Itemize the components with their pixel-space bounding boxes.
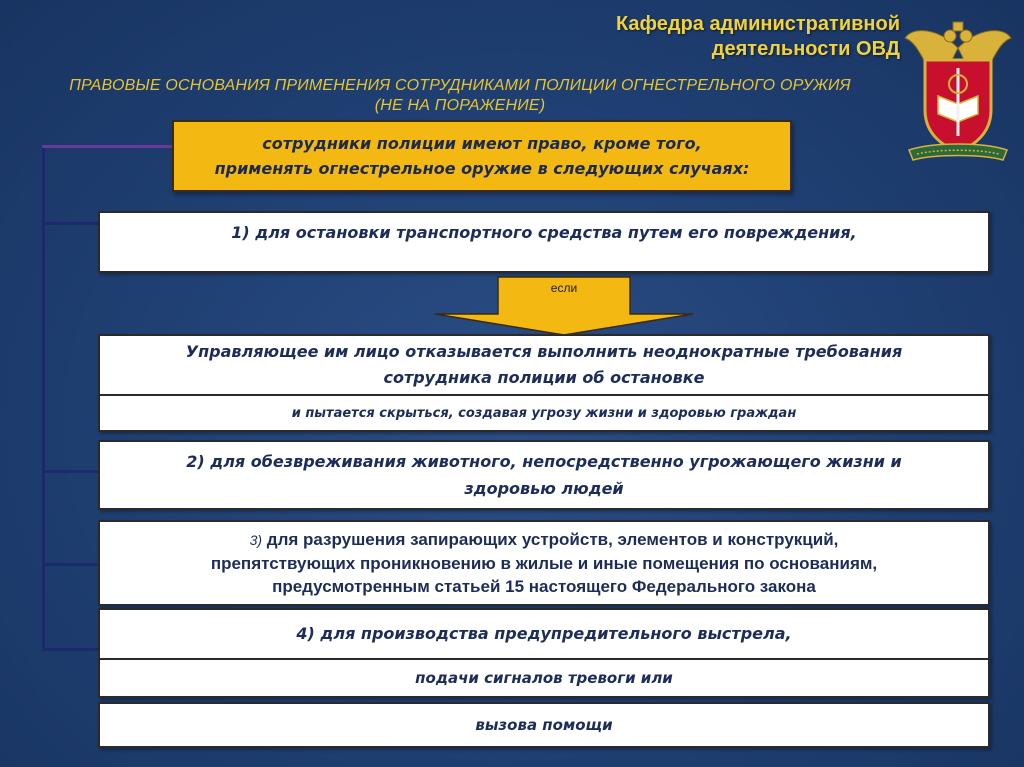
item-vehicle-text: 1) для остановки транспортного средства путем его повреждения, [231, 223, 857, 242]
intro-box [172, 120, 792, 192]
item-locks-line-1 [211, 528, 877, 552]
item-warning-box [98, 608, 990, 660]
item-locks-line-3: предусмотренным статьей 15 настоящего Федерального закона [272, 577, 816, 596]
item-alarm-box [98, 658, 990, 698]
item-locks-box [98, 520, 990, 606]
item-vehicle-box [98, 211, 990, 273]
item-locks-line-2: препятствующих проникновению в жилые и иные помещения по основаниям, [210, 554, 878, 573]
page-title-line-2: (НЕ НА ПОРАЖЕНИЕ) [374, 97, 546, 114]
item-driver-line-1: Управляющее им лицо отказывается выполнить неоднократные требования [185, 342, 903, 361]
item-locks-line-1-text: для разрушения запирающих устройств, элементов и конструкций, [266, 530, 839, 549]
department-line-2: деятельности ОВД [711, 38, 900, 60]
page-title [20, 76, 900, 116]
item-driver-line-2: сотрудника полиции об остановке [383, 368, 705, 387]
intro-line-2: применять огнестрельное оружие в следующих случаях: [214, 159, 750, 178]
item-driver-box [98, 334, 990, 396]
item-warning-text: 4) для производства предупредительного выстрела, [296, 624, 792, 643]
department-title [600, 12, 900, 62]
item-animal-line-2: здоровью людей [464, 479, 624, 498]
connector-branch-1 [42, 222, 100, 225]
arrow-label: если [550, 281, 578, 295]
intro-line-1: сотрудники полиции имеют право, кроме того, [262, 134, 702, 153]
department-line-1: Кафедра административной [615, 13, 900, 35]
connector-branch-4 [42, 648, 100, 651]
connector-branch-3 [42, 563, 100, 566]
item-escape-box [98, 394, 990, 432]
item-escape-text: и пытается скрыться, создавая угрозу жизни и здоровью граждан [291, 405, 797, 421]
item-alarm-text: подачи сигналов тревоги или [415, 669, 673, 687]
eagle-emblem-icon [903, 18, 1013, 166]
connector-branch-2 [42, 470, 100, 473]
item-animal-box [98, 440, 990, 510]
item-locks-number: 3) [249, 532, 263, 548]
page-title-line-1: ПРАВОВЫЕ ОСНОВАНИЯ ПРИМЕНЕНИЯ СОТРУДНИКАМИ ПОЛИЦИИ ОГНЕСТРЕЛЬНОГО ОРУЖИЯ [69, 77, 851, 94]
item-help-box [98, 702, 990, 748]
connector-vertical-line [42, 145, 45, 650]
item-animal-line-1: 2) для обезвреживания животного, непосредственно угрожающего жизни и [186, 452, 902, 471]
connector-top-line [42, 145, 177, 148]
item-help-text: вызова помощи [475, 716, 613, 734]
